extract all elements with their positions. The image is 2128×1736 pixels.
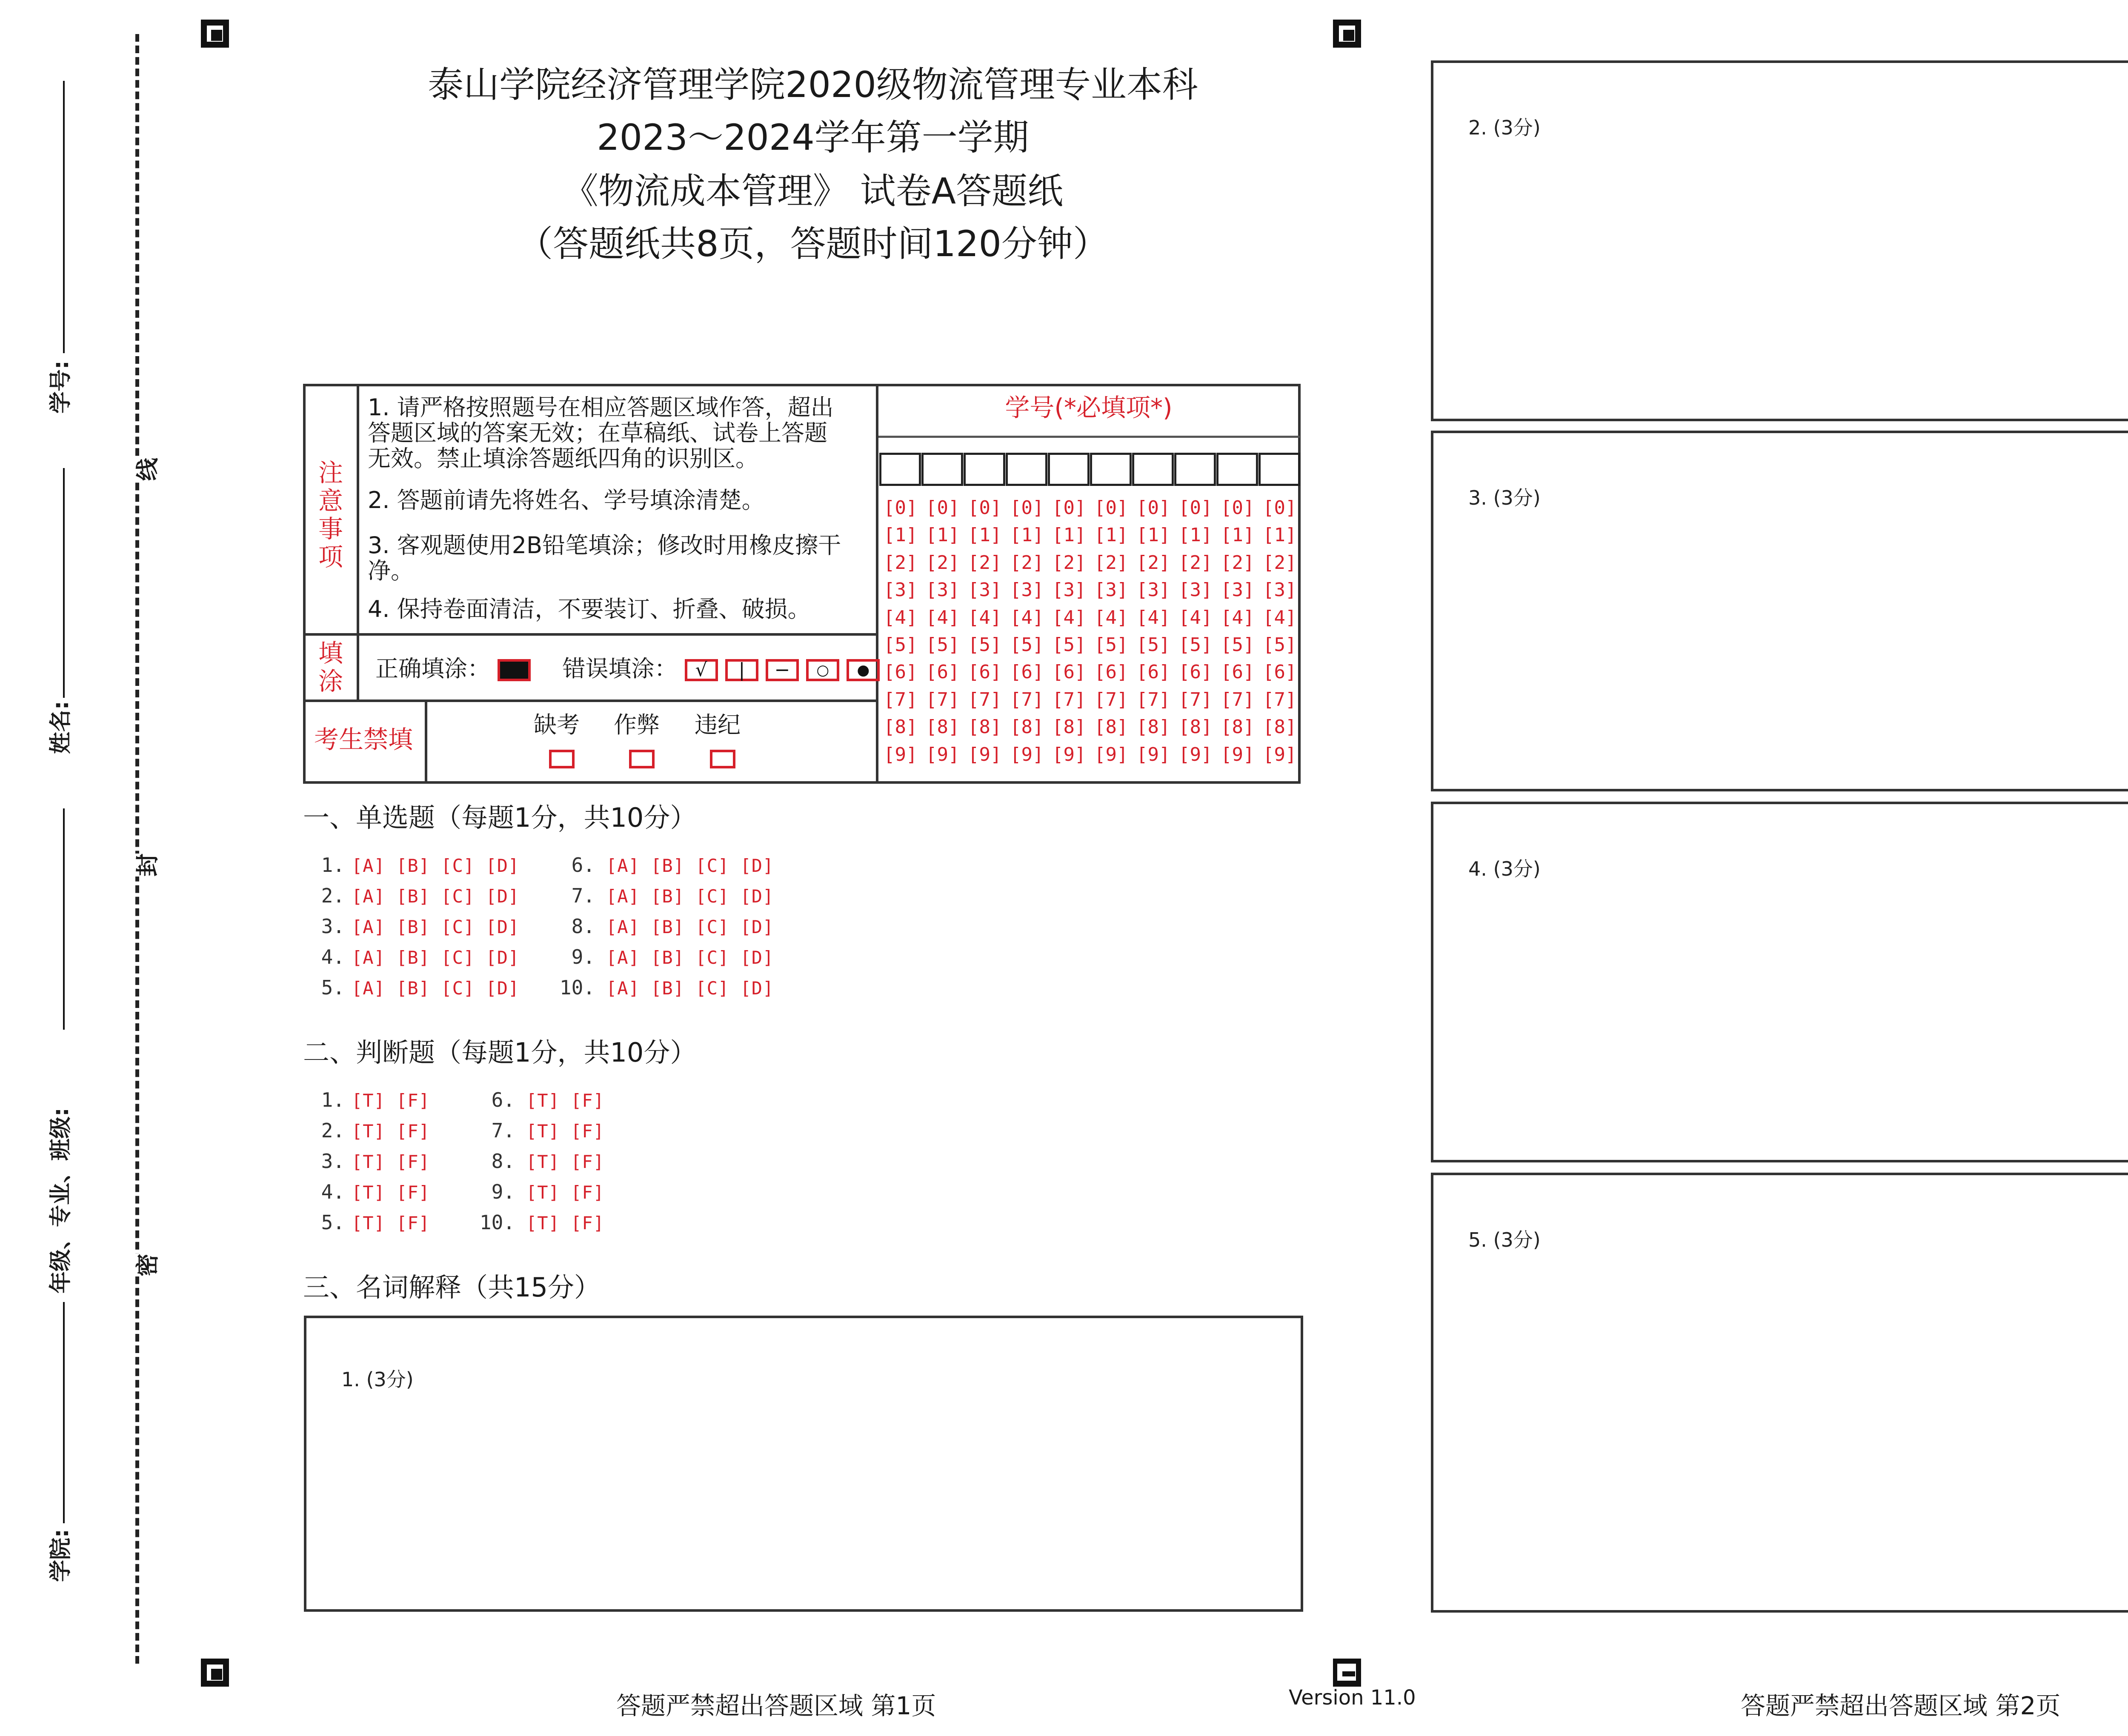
student-id-digit-bubble[interactable]: [6] (926, 661, 960, 683)
student-id-digit-bubble[interactable]: [5] (1221, 634, 1255, 656)
student-id-digit-bubble[interactable]: [6] (884, 661, 918, 683)
section1-title: 一、单选题（每题1分，共10分） (303, 802, 697, 833)
student-id-digit-bubble[interactable]: [4] (1221, 606, 1255, 628)
student-id-digit-bubble[interactable]: [7] (1263, 688, 1297, 711)
student-id-digit-bubble[interactable]: [0] (1178, 497, 1213, 519)
student-id-digit-bubble[interactable]: [6] (1010, 661, 1044, 683)
student-id-digit-bubble[interactable]: [2] (1052, 551, 1086, 574)
question-number: 9. (491, 1180, 515, 1203)
student-id-digit-bubble[interactable]: [1] (1263, 524, 1297, 546)
student-id-digit-bubble[interactable]: [7] (1010, 688, 1044, 711)
notice-id-divider (876, 386, 878, 781)
student-id-digit-bubble[interactable]: [0] (1010, 497, 1044, 519)
notice-title: 注 意 事 项 (318, 458, 343, 571)
dash-word-line: 线 (127, 458, 165, 481)
question-options[interactable]: [A] [B] [C] [D] (606, 978, 774, 999)
student-id-digit-bubble[interactable]: [8] (1010, 716, 1044, 738)
correct-fill-label: 正确填涂： (375, 655, 490, 682)
footer-page2: 答题严禁超出答题区域 第2页 (1741, 1691, 2061, 1720)
wrong-mark-bar: | (725, 659, 758, 681)
college-label: 学院: (48, 1529, 74, 1582)
q3-label: 3. (3分) (1468, 486, 1541, 509)
question-options[interactable]: [T] [F] (352, 1213, 430, 1233)
student-id-digit-bubble[interactable]: [7] (884, 688, 918, 711)
question-options[interactable]: [A] [B] [C] [D] (606, 886, 774, 907)
question-number: 7. (571, 884, 595, 907)
student-id-digit-bubble[interactable]: [3] (1136, 579, 1170, 601)
student-id-digit-bubble[interactable]: [8] (926, 716, 960, 738)
class-line (63, 808, 65, 1030)
forbidden-violation-label: 违纪 (695, 711, 741, 738)
question-options[interactable]: [A] [B] [C] [D] (606, 917, 774, 937)
student-id-digit-bubble[interactable]: [9] (884, 743, 918, 765)
correct-fill-sample (498, 659, 531, 681)
student-id-digit-bubble[interactable]: [6] (1178, 661, 1213, 683)
question-number: 2. (321, 884, 345, 907)
student-id-entry-box[interactable] (1216, 453, 1258, 486)
dash-word-seal: 封 (127, 854, 165, 877)
wrong-fill-label: 错误填涂： (562, 655, 678, 682)
question-options[interactable]: [T] [F] (352, 1121, 430, 1142)
name-line (63, 468, 65, 698)
student-id-entry-box[interactable] (964, 453, 1005, 486)
student-id-entry-box[interactable] (1258, 453, 1300, 486)
question-options[interactable]: [A] [B] [C] [D] (352, 947, 520, 968)
student-id-digit-bubble[interactable]: [5] (884, 634, 918, 656)
violation-checkbox[interactable] (710, 750, 735, 768)
student-id-digit-bubble[interactable]: [3] (1094, 579, 1128, 601)
grade-major-class-label: 年级、专业、班级: (48, 1108, 74, 1293)
student-id-digit-bubble[interactable]: [6] (1094, 661, 1128, 683)
student-id-entry-box[interactable] (1090, 453, 1132, 486)
student-id-digit-bubble[interactable]: [1] (1010, 524, 1044, 546)
wrong-mark-circle: ○ (806, 659, 839, 681)
student-id-digit-bubble[interactable]: [2] (926, 551, 960, 574)
question-options[interactable]: [T] [F] (526, 1151, 605, 1172)
student-id-digit-bubble[interactable]: [0] (1221, 497, 1255, 519)
fill-example-row (375, 656, 880, 682)
student-id-digit-bubble[interactable]: [6] (968, 661, 1002, 683)
notice-row-divider-2 (306, 700, 876, 702)
question-number: 4. (321, 1180, 345, 1203)
student-id-digit-bubble[interactable]: [6] (1136, 661, 1170, 683)
q1-label: 1. (3分) (341, 1368, 414, 1391)
question-number: 5. (321, 1211, 345, 1234)
exam-title-line2: 2023～2024学年第一学期 (597, 117, 1029, 158)
student-id-digit-bubble[interactable]: [9] (1221, 743, 1255, 765)
wrong-mark-dot: ● (847, 659, 880, 681)
student-id-digit-bubble[interactable]: [5] (1178, 634, 1213, 656)
student-id-digit-bubble[interactable]: [4] (1052, 606, 1086, 628)
student-id-digit-bubble[interactable]: [3] (1010, 579, 1044, 601)
student-id-digit-bubble[interactable]: [9] (1010, 743, 1044, 765)
question-number: 10. (479, 1211, 515, 1234)
student-id-digit-bubble[interactable]: [1] (1094, 524, 1128, 546)
question-number: 8. (571, 915, 595, 938)
student-id-digit-bubble[interactable]: [3] (1178, 579, 1213, 601)
forbidden-label: 考生禁填 (314, 725, 413, 754)
student-id-digit-bubble[interactable]: [1] (1221, 524, 1255, 546)
student-id-digit-bubble[interactable]: [3] (884, 579, 918, 601)
answer-box-q2[interactable] (1431, 60, 2128, 421)
student-id-digit-bubble[interactable]: [7] (968, 688, 1002, 711)
student-id-digit-bubble[interactable]: [2] (968, 551, 1002, 574)
student-id-digit-bubble[interactable]: [3] (926, 579, 960, 601)
student-id-digit-bubble[interactable]: [3] (968, 579, 1002, 601)
student-id-digit-bubble[interactable]: [9] (1263, 743, 1297, 765)
corner-marker-top-left (201, 20, 229, 48)
forbidden-col-divider (425, 700, 427, 781)
footer-page1: 答题严禁超出答题区域 第1页 (616, 1691, 936, 1720)
student-id-digit-bubble[interactable]: [0] (1263, 497, 1297, 519)
question-number: 6. (571, 854, 595, 877)
corner-marker-top-center (1333, 20, 1361, 48)
question-options[interactable]: [T] [F] (526, 1213, 605, 1233)
student-no-label: 学号: (48, 360, 74, 414)
student-id-digit-bubble[interactable]: [5] (1136, 634, 1170, 656)
question-options[interactable]: [A] [B] [C] [D] (352, 978, 520, 999)
student-id-digit-bubble[interactable]: [0] (1094, 497, 1128, 519)
student-id-digit-bubble[interactable]: [9] (1094, 743, 1128, 765)
student-id-entry-box[interactable] (1174, 453, 1216, 486)
notice-title-col-divider (357, 386, 359, 700)
student-id-digit-bubble[interactable]: [8] (884, 716, 918, 738)
student-id-entry-box[interactable] (879, 453, 921, 486)
student-no-line (63, 81, 65, 353)
dash-word-secret: 密 (127, 1253, 165, 1276)
student-id-digit-bubble[interactable]: [2] (1178, 551, 1213, 574)
student-id-digit-bubble[interactable]: [3] (1052, 579, 1086, 601)
student-id-digit-bubble[interactable]: [4] (1094, 606, 1128, 628)
question-options[interactable]: [T] [F] (526, 1182, 605, 1203)
question-options[interactable]: [A] [B] [C] [D] (352, 917, 520, 937)
corner-marker-bottom-left (201, 1659, 229, 1687)
student-id-digit-bubble[interactable]: [9] (1178, 743, 1213, 765)
student-id-digit-bubble[interactable]: [8] (968, 716, 1002, 738)
notice-item-2: 2. 答题前请先将姓名、学号填涂清楚。 (368, 487, 765, 514)
forbidden-absent-label: 缺考 (534, 711, 580, 738)
student-id-digit-bubble[interactable]: [9] (926, 743, 960, 765)
student-id-title-underline (878, 436, 1300, 438)
student-id-title: 学号(*必填项*) (1005, 393, 1173, 422)
answer-box-q3[interactable] (1431, 431, 2128, 791)
exam-title-line4: （答题纸共8页，答题时间120分钟） (517, 223, 1109, 265)
question-number: 10. (559, 976, 595, 999)
student-id-entry-box[interactable] (921, 453, 963, 486)
student-id-digit-bubble[interactable]: [2] (1094, 551, 1128, 574)
exam-title-line3: 《物流成本管理》 试卷A答题纸 (562, 170, 1064, 212)
question-number: 2. (321, 1119, 345, 1142)
student-id-digit-bubble[interactable]: [3] (1221, 579, 1255, 601)
student-id-entry-box[interactable] (1048, 453, 1090, 486)
student-id-digit-bubble[interactable]: [7] (1094, 688, 1128, 711)
student-id-digit-bubble[interactable]: [0] (968, 497, 1002, 519)
question-number: 1. (321, 1088, 345, 1111)
question-options[interactable]: [T] [F] (352, 1182, 430, 1203)
student-id-digit-bubble[interactable]: [1] (884, 524, 918, 546)
student-id-digit-bubble[interactable]: [2] (1221, 551, 1255, 574)
student-id-entry-box[interactable] (1006, 453, 1047, 486)
student-id-digit-bubble[interactable]: [0] (926, 497, 960, 519)
student-id-digit-bubble[interactable]: [7] (926, 688, 960, 711)
student-id-digit-bubble[interactable]: [6] (1221, 661, 1255, 683)
student-id-digit-bubble[interactable]: [2] (1136, 551, 1170, 574)
corner-marker-bottom-center (1333, 1659, 1361, 1687)
notice-row-divider-1 (306, 633, 876, 636)
student-id-digit-bubble[interactable]: [6] (1052, 661, 1086, 683)
student-id-digit-bubble[interactable]: [1] (968, 524, 1002, 546)
question-number: 7. (491, 1119, 515, 1142)
student-id-digit-bubble[interactable]: [1] (1178, 524, 1213, 546)
student-id-digit-bubble[interactable]: [8] (1136, 716, 1170, 738)
question-number: 6. (491, 1088, 515, 1111)
student-id-digit-bubble[interactable]: [0] (1136, 497, 1170, 519)
absent-checkbox[interactable] (549, 750, 575, 768)
name-label: 姓名: (48, 701, 74, 754)
student-id-digit-bubble[interactable]: [5] (1094, 634, 1128, 656)
answer-box-q5[interactable] (1431, 1173, 2128, 1613)
student-id-digit-bubble[interactable]: [7] (1052, 688, 1086, 711)
student-id-digit-bubble[interactable]: [4] (968, 606, 1002, 628)
question-options[interactable]: [T] [F] (526, 1090, 605, 1111)
student-id-digit-bubble[interactable]: [2] (1263, 551, 1297, 574)
student-id-digit-bubble[interactable]: [4] (926, 606, 960, 628)
forbidden-cheat-label: 作弊 (614, 711, 660, 738)
question-number: 9. (571, 945, 595, 968)
question-number: 8. (491, 1150, 515, 1173)
student-id-digit-bubble[interactable]: [5] (926, 634, 960, 656)
student-id-digit-bubble[interactable]: [4] (1010, 606, 1044, 628)
student-id-digit-bubble[interactable]: [2] (884, 551, 918, 574)
question-number: 4. (321, 945, 345, 968)
question-options[interactable]: [A] [B] [C] [D] (606, 947, 774, 968)
section2-title: 二、判断题（每题1分，共10分） (303, 1037, 697, 1068)
q4-label: 4. (3分) (1468, 857, 1541, 880)
wrong-mark-check: √ (685, 659, 718, 681)
wrong-mark-dash: − (766, 659, 799, 681)
question-number: 3. (321, 1150, 345, 1173)
exam-title-line1: 泰山学院经济管理学院2020级物流管理专业本科 (428, 64, 1198, 106)
student-id-digit-bubble[interactable]: [8] (1221, 716, 1255, 738)
student-id-digit-bubble[interactable]: [5] (968, 634, 1002, 656)
student-id-digit-bubble[interactable]: [4] (1136, 606, 1170, 628)
q5-label: 5. (3分) (1468, 1228, 1541, 1251)
question-number: 3. (321, 915, 345, 938)
student-id-digit-bubble[interactable]: [2] (1010, 551, 1044, 574)
student-id-digit-bubble[interactable]: [4] (1178, 606, 1213, 628)
student-id-digit-bubble[interactable]: [4] (884, 606, 918, 628)
question-options[interactable]: [T] [F] (526, 1121, 605, 1142)
student-id-digit-bubble[interactable]: [8] (1178, 716, 1213, 738)
student-id-digit-bubble[interactable]: [0] (884, 497, 918, 519)
question-options[interactable]: [T] [F] (352, 1090, 430, 1111)
student-id-digit-bubble[interactable]: [9] (968, 743, 1002, 765)
student-id-digit-bubble[interactable]: [4] (1263, 606, 1297, 628)
question-options[interactable]: [A] [B] [C] [D] (606, 855, 774, 876)
student-id-digit-bubble[interactable]: [5] (1052, 634, 1086, 656)
student-id-digit-bubble[interactable]: [7] (1221, 688, 1255, 711)
student-id-digit-bubble[interactable]: [7] (1136, 688, 1170, 711)
answer-box-q1[interactable] (304, 1316, 1303, 1612)
student-id-digit-bubble[interactable]: [8] (1263, 716, 1297, 738)
binding-dashed-line (135, 34, 139, 1664)
college-line (63, 1302, 65, 1523)
student-id-digit-bubble[interactable]: [5] (1263, 634, 1297, 656)
notice-item-3: 3. 客观题使用2B铅笔填涂；修改时用橡皮擦干净。 (368, 532, 841, 584)
question-number: 5. (321, 976, 345, 999)
student-id-digit-bubble[interactable]: [7] (1178, 688, 1213, 711)
answer-box-q4[interactable] (1431, 802, 2128, 1162)
cheat-checkbox[interactable] (629, 750, 655, 768)
question-options[interactable]: [A] [B] [C] [D] (352, 886, 520, 907)
student-id-digit-bubble[interactable]: [9] (1052, 743, 1086, 765)
student-id-digit-bubble[interactable]: [8] (1052, 716, 1086, 738)
notice-item-1: 1. 请严格按照题号在相应答题区域作答，超出答题区域的答案无效；在草稿纸、试卷上答题无效。禁止填涂答题纸四角的识别区。 (368, 394, 834, 472)
student-id-digit-bubble[interactable]: [5] (1010, 634, 1044, 656)
question-options[interactable]: [A] [B] [C] [D] (352, 855, 520, 876)
fill-title: 填 涂 (318, 639, 343, 696)
q2-label: 2. (3分) (1468, 116, 1541, 139)
section3-title: 三、名词解释（共15分） (303, 1272, 601, 1303)
question-options[interactable]: [T] [F] (352, 1151, 430, 1172)
question-number: 1. (321, 854, 345, 877)
student-id-digit-bubble[interactable]: [1] (926, 524, 960, 546)
notice-item-4: 4. 保持卷面清洁，不要装订、折叠、破损。 (368, 596, 811, 622)
student-id-digit-bubble[interactable]: [9] (1136, 743, 1170, 765)
student-id-digit-bubble[interactable]: [6] (1263, 661, 1297, 683)
student-id-digit-bubble[interactable]: [8] (1094, 716, 1128, 738)
student-id-digit-bubble[interactable]: [0] (1052, 497, 1086, 519)
student-id-entry-box[interactable] (1132, 453, 1174, 486)
student-id-digit-bubble[interactable]: [1] (1052, 524, 1086, 546)
student-id-digit-bubble[interactable]: [3] (1263, 579, 1297, 601)
student-id-digit-bubble[interactable]: [1] (1136, 524, 1170, 546)
footer-version: Version 11.0 (1289, 1686, 1416, 1710)
